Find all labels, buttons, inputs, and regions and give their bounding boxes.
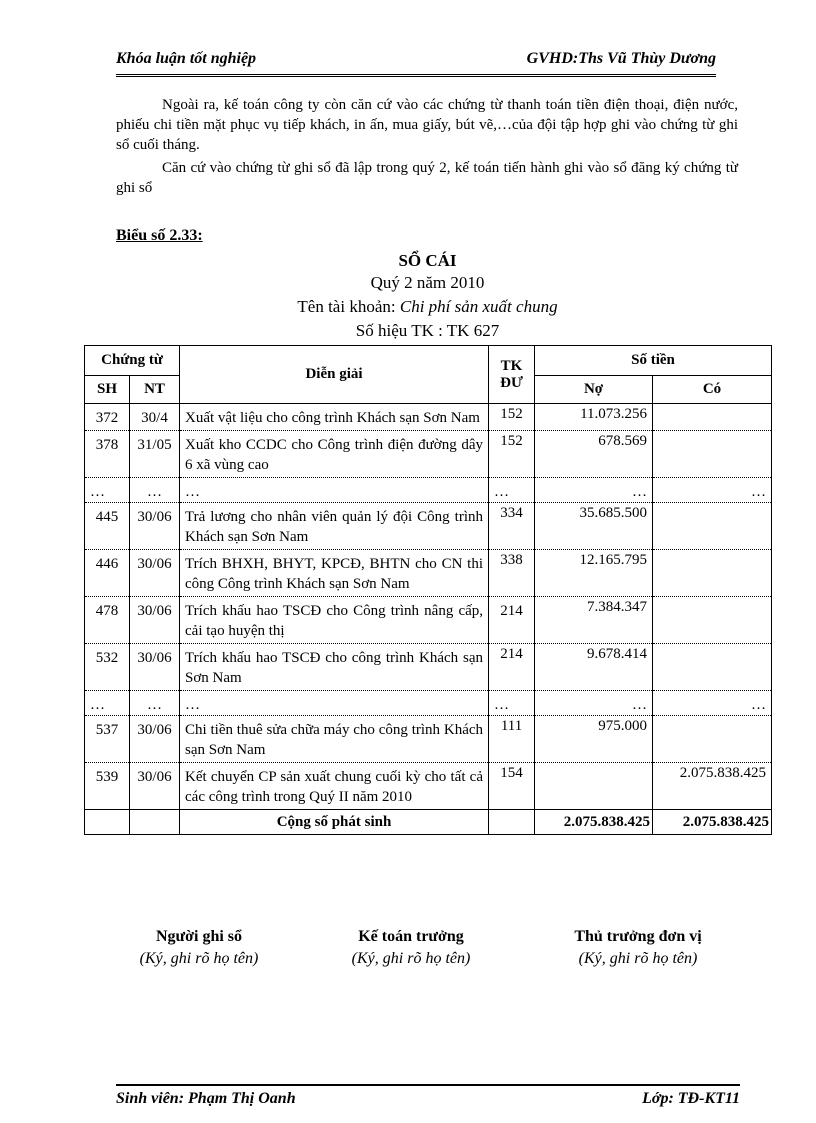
cell-sh: 378 bbox=[85, 431, 130, 478]
cell-nt: 31/05 bbox=[130, 431, 180, 478]
footer-class: Lớp: TĐ-KT11 bbox=[642, 1090, 740, 1107]
header-divider bbox=[116, 74, 716, 77]
cell-co: 2.075.838.425 bbox=[653, 763, 772, 810]
table-row bbox=[85, 691, 772, 716]
footer-divider bbox=[116, 1084, 740, 1086]
cell-sh: … bbox=[85, 691, 130, 716]
cell-desc: Chi tiền thuê sửa chữa máy cho công trình Khách sạn Sơn Nam bbox=[180, 716, 489, 763]
header-thesis-title: Khóa luận tốt nghiệp bbox=[116, 50, 257, 67]
cell-no: 11.073.256 bbox=[535, 404, 653, 431]
ledger-period: Quý 2 năm 2010 bbox=[370, 273, 485, 292]
total-co: 2.075.838.425 bbox=[653, 810, 772, 835]
cell-tk: … bbox=[489, 691, 535, 716]
cell-no: … bbox=[535, 478, 653, 503]
cell-desc: … bbox=[180, 691, 489, 716]
header-sh: SH bbox=[85, 376, 130, 404]
paragraph-2-text: Căn cứ vào chứng từ ghi sổ đã lập trong quý 2, kế toán tiến hành ghi vào sổ đăng ký chứng từ ghi sổ bbox=[116, 160, 738, 196]
header-supervisor: GVHD:Ths Vũ Thùy Dương bbox=[526, 50, 716, 67]
signature-role: Thủ trưởng đơn vị bbox=[574, 928, 702, 945]
ledger-table bbox=[84, 345, 772, 835]
cell-no: 12.165.795 bbox=[535, 550, 653, 597]
cell-co bbox=[653, 431, 772, 478]
cell-desc: Trích BHXH, BHYT, KPCĐ, BHTN cho CN thi công Công trình Khách sạn Sơn Nam bbox=[180, 550, 489, 597]
cell-nt: … bbox=[130, 478, 180, 503]
cell-co: … bbox=[653, 691, 772, 716]
cell-no: 7.384.347 bbox=[535, 597, 653, 644]
cell-sh: 445 bbox=[85, 503, 130, 550]
cell-nt: 30/06 bbox=[130, 716, 180, 763]
header-nt: NT bbox=[130, 376, 180, 404]
table-row bbox=[85, 431, 772, 478]
total-tk bbox=[489, 810, 535, 835]
paragraph-2 bbox=[116, 158, 738, 198]
cell-nt: 30/06 bbox=[130, 550, 180, 597]
cell-desc: Trích khấu hao TSCĐ cho công trình Khách sạn Sơn Nam bbox=[180, 644, 489, 691]
cell-sh: … bbox=[85, 478, 130, 503]
cell-no: … bbox=[535, 691, 653, 716]
cell-desc: Xuất vật liệu cho công trình Khách sạn Sơn Nam bbox=[180, 404, 489, 431]
table-row bbox=[85, 763, 772, 810]
cell-sh: 537 bbox=[85, 716, 130, 763]
total-row bbox=[85, 810, 772, 835]
cell-sh: 372 bbox=[85, 404, 130, 431]
account-name: Chi phí sản xuất chung bbox=[399, 297, 558, 316]
cell-tk: 338 bbox=[489, 550, 535, 597]
header-co: Có bbox=[653, 376, 772, 404]
cell-nt: 30/06 bbox=[130, 503, 180, 550]
cell-co bbox=[653, 550, 772, 597]
total-nt bbox=[130, 810, 180, 835]
cell-desc: Trích khấu hao TSCĐ cho Công trình nâng cấp, cải tạo huyện thị bbox=[180, 597, 489, 644]
footer-student: Sinh viên: Phạm Thị Oanh bbox=[116, 1090, 296, 1107]
cell-co: … bbox=[653, 478, 772, 503]
total-label: Cộng số phát sinh bbox=[180, 810, 489, 835]
header-dien-giai: Diễn giải bbox=[180, 346, 489, 404]
cell-sh: 478 bbox=[85, 597, 130, 644]
cell-no: 35.685.500 bbox=[535, 503, 653, 550]
signature-note: (Ký, ghi rõ họ tên) bbox=[351, 950, 471, 967]
cell-no: 9.678.414 bbox=[535, 644, 653, 691]
cell-no: 678.569 bbox=[535, 431, 653, 478]
cell-nt: … bbox=[130, 691, 180, 716]
table-row bbox=[85, 478, 772, 503]
table-row bbox=[85, 550, 772, 597]
header-no: Nợ bbox=[535, 376, 653, 404]
cell-tk: 152 bbox=[489, 404, 535, 431]
cell-tk: 111 bbox=[489, 716, 535, 763]
page-footer bbox=[116, 1090, 740, 1110]
signature-chief-accountant bbox=[311, 928, 511, 968]
cell-no: 975.000 bbox=[535, 716, 653, 763]
signature-director bbox=[538, 928, 738, 968]
account-label: Tên tài khoản: bbox=[297, 297, 400, 316]
cell-tk: … bbox=[489, 478, 535, 503]
cell-desc: … bbox=[180, 478, 489, 503]
table-row bbox=[85, 644, 772, 691]
signature-role: Kế toán trưởng bbox=[358, 928, 464, 945]
paragraph-1-text: Ngoài ra, kế toán công ty còn căn cứ vào các chứng từ thanh toán tiền điện thoại, điện nước, phiếu chi tiền mặt phục vụ tiếp khách, in ấn, mua giấy, bút vẽ,…của đội tập hợp ghi vào chứng từ ghi sổ cuối tháng. bbox=[116, 97, 738, 153]
cell-co bbox=[653, 503, 772, 550]
cell-tk: 152 bbox=[489, 431, 535, 478]
cell-nt: 30/06 bbox=[130, 644, 180, 691]
cell-nt: 30/06 bbox=[130, 597, 180, 644]
page-header bbox=[116, 50, 716, 70]
cell-tk: 334 bbox=[489, 503, 535, 550]
ledger-account-name bbox=[84, 297, 771, 317]
cell-tk: 214 bbox=[489, 597, 535, 644]
cell-tk: 154 bbox=[489, 763, 535, 810]
cell-sh: 539 bbox=[85, 763, 130, 810]
cell-co bbox=[653, 597, 772, 644]
cell-co bbox=[653, 404, 772, 431]
paragraph-1 bbox=[116, 95, 738, 155]
cell-desc: Trả lương cho nhân viên quản lý đội Công trình Khách sạn Sơn Nam bbox=[180, 503, 489, 550]
header-tk-du: TK ĐƯ bbox=[489, 346, 535, 404]
signature-recorder bbox=[99, 928, 299, 968]
header-chung-tu: Chứng từ bbox=[85, 346, 180, 376]
cell-tk: 214 bbox=[489, 644, 535, 691]
cell-co bbox=[653, 644, 772, 691]
table-row bbox=[85, 597, 772, 644]
cell-no bbox=[535, 763, 653, 810]
cell-nt: 30/06 bbox=[130, 763, 180, 810]
cell-co bbox=[653, 716, 772, 763]
signature-role: Người ghi sổ bbox=[155, 928, 243, 945]
cell-sh: 532 bbox=[85, 644, 130, 691]
table-row bbox=[85, 404, 772, 431]
cell-desc: Xuất kho CCDC cho Công trình điện đường dây 6 xã vùng cao bbox=[180, 431, 489, 478]
cell-sh: 446 bbox=[85, 550, 130, 597]
cell-desc: Kết chuyển CP sản xuất chung cuối kỳ cho tất cả các công trình trong Quý II năm 2010 bbox=[180, 763, 489, 810]
signature-note: (Ký, ghi rõ họ tên) bbox=[578, 950, 698, 967]
cell-nt: 30/4 bbox=[130, 404, 180, 431]
table-row bbox=[85, 503, 772, 550]
ledger-title: SỔ CÁI bbox=[398, 251, 457, 270]
total-sh bbox=[85, 810, 130, 835]
figure-label: Biểu số 2.33: bbox=[116, 227, 203, 244]
ledger-account-number: Số hiệu TK : TK 627 bbox=[355, 321, 500, 340]
total-no: 2.075.838.425 bbox=[535, 810, 653, 835]
header-so-tien: Số tiền bbox=[535, 346, 772, 376]
signature-note: (Ký, ghi rõ họ tên) bbox=[139, 950, 259, 967]
table-row bbox=[85, 716, 772, 763]
